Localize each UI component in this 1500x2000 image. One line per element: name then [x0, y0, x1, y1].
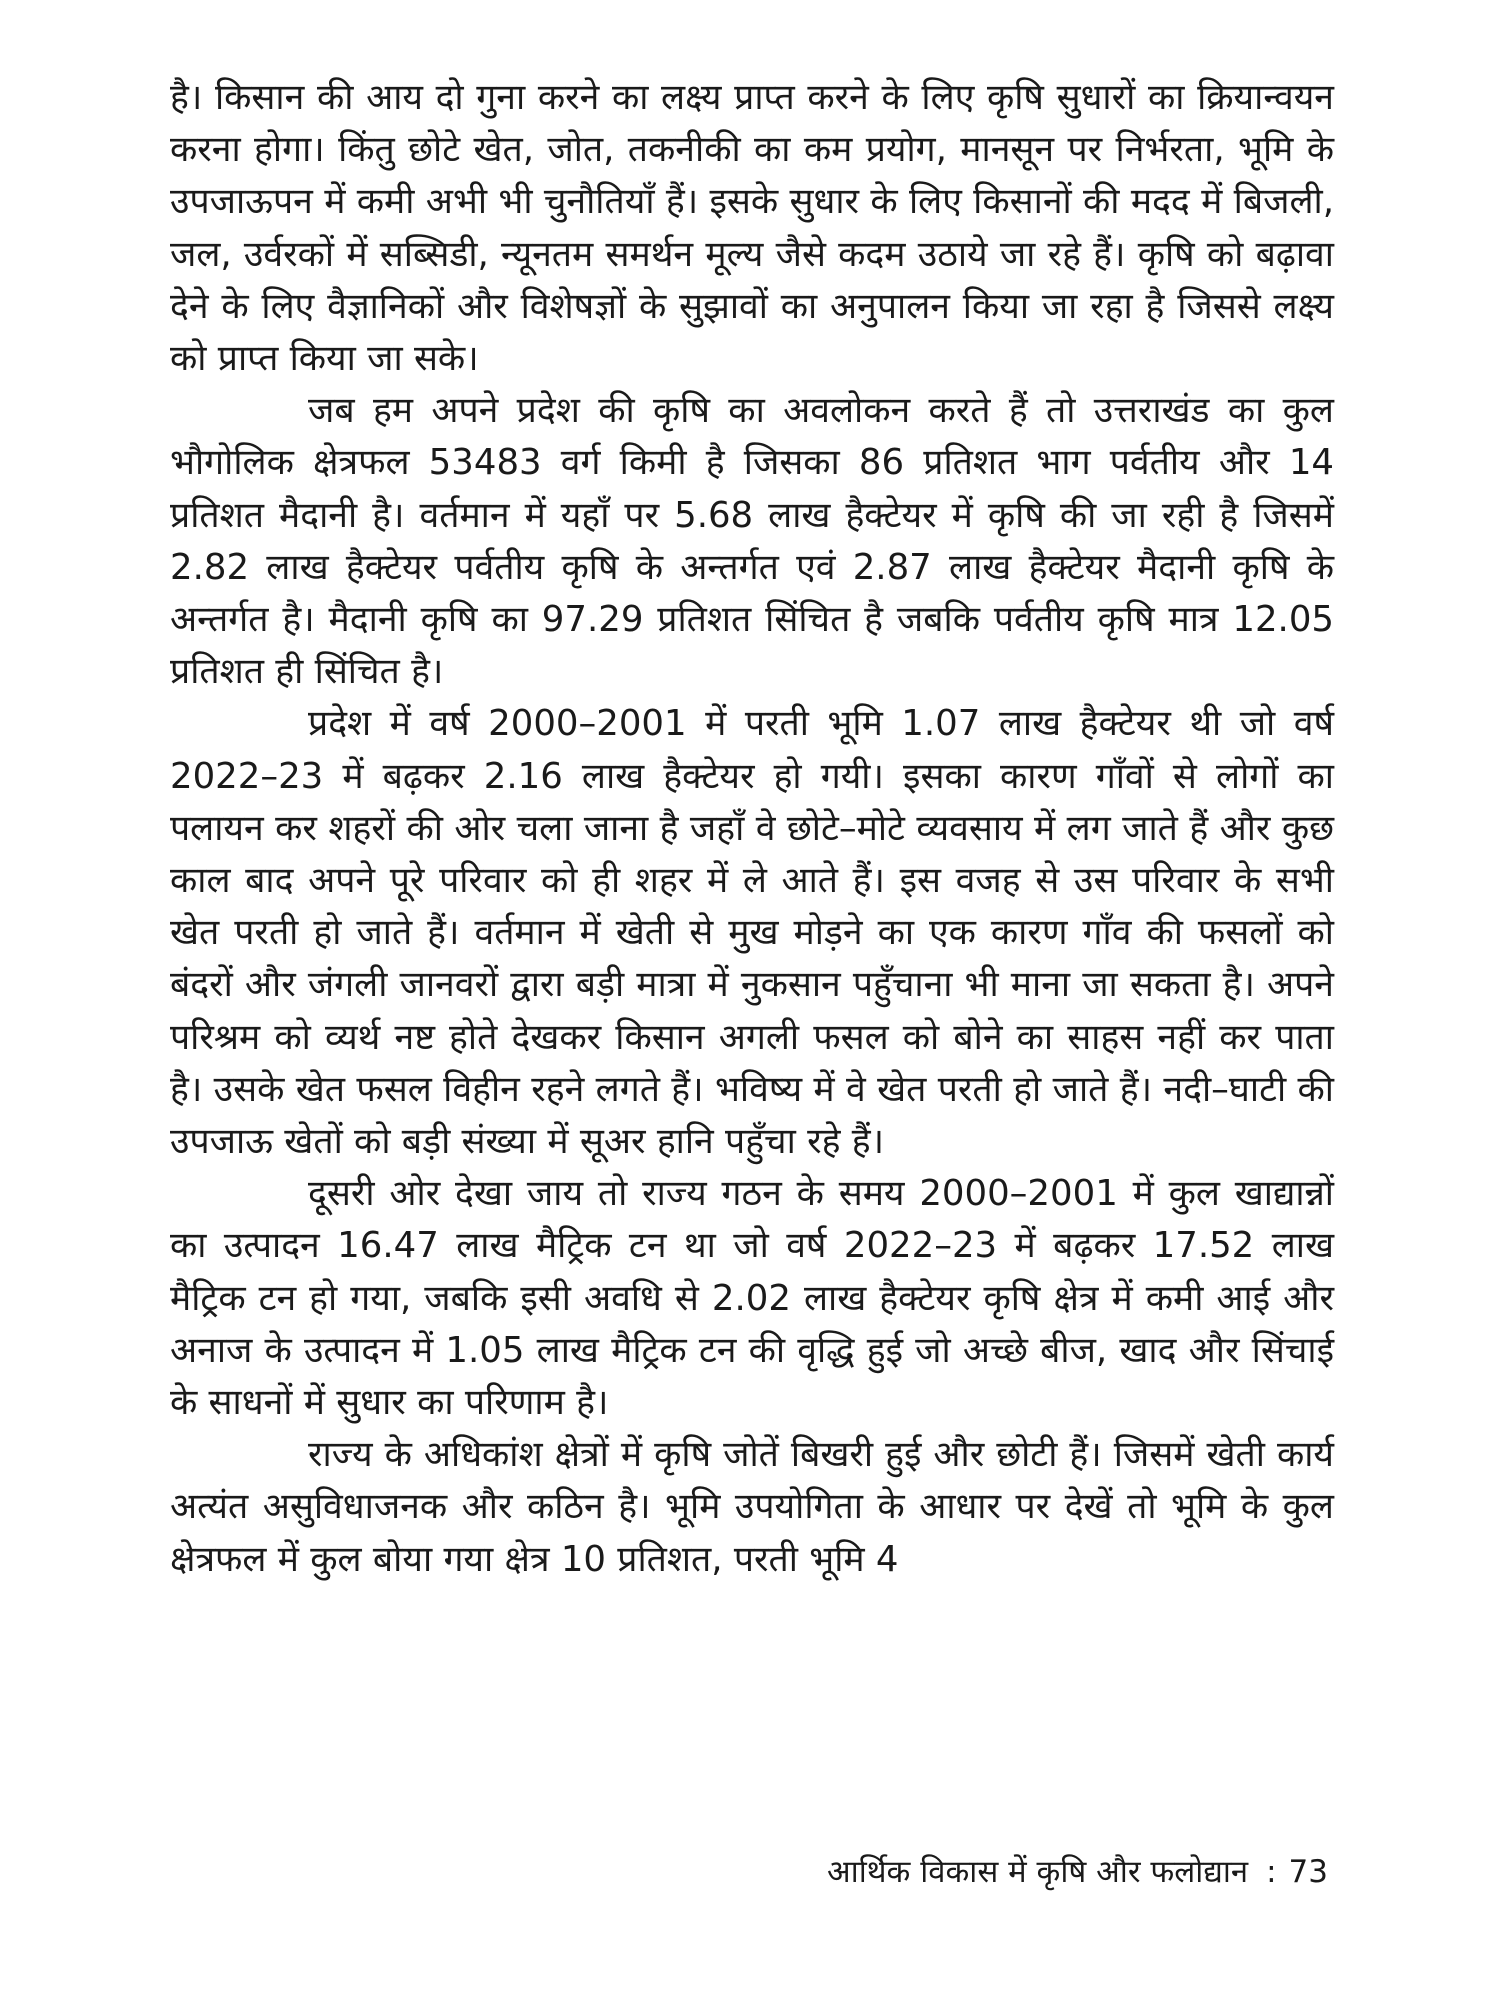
paragraph-5: राज्य के अधिकांश क्षेत्रों में कृषि जोतें बिखरी हुई और छोटी हैं। जिसमें खेती कार्य अत्यंत असुविधाजनक और कठिन है। भूमि उपयोगिता के आधार पर देखें तो भूमि के कुल क्षेत्रफल में कुल बोया गया क्षेत्र 10 प्रतिशत, परती भूमि 4: [170, 1434, 1334, 1580]
page-footer: [827, 1852, 1328, 1892]
document-page: [170, 72, 1334, 1932]
footer-title: आर्थिक विकास में कृषि और फलोद्यान: [827, 1854, 1249, 1890]
paragraph-2: जब हम अपने प्रदेश की कृषि का अवलोकन करते हैं तो उत्तराखंड का कुल भौगोलिक क्षेत्रफल 53483 वर्ग किमी है जिसका 86 प्रतिशत भाग पर्वतीय और 14 प्रतिशत मैदानी है। वर्तमान में यहाँ पर 5.68 लाख हैक्टेयर में कृषि की जा रही है जिसमें 2.82 लाख हैक्टेयर पर्वतीय कृषि के अन्तर्गत एवं 2.87 लाख हैक्टेयर मैदानी कृषि के अन्तर्गत है। मैदानी कृषि का 97.29 प्रतिशत सिंचित है जबकि पर्वतीय कृषि मात्र 12.05 प्रतिशत ही सिंचित है।: [170, 390, 1334, 693]
footer-separator: :: [1266, 1854, 1277, 1890]
page-number: 73: [1288, 1854, 1328, 1890]
paragraph-4: दूसरी ओर देखा जाय तो राज्य गठन के समय 2000–2001 में कुल खाद्यान्नों का उत्पादन 16.47 लाख मैट्रिक टन था जो वर्ष 2022–23 में बढ़कर 17.52 लाख मैट्रिक टन हो गया, जबकि इसी अवधि से 2.02 लाख हैक्टेयर कृषि क्षेत्र में कमी आई और अनाज के उत्पादन में 1.05 लाख मैट्रिक टन की वृद्धि हुई जो अच्छे बीज, खाद और सिंचाई के साधनों में सुधार का परिणाम है।: [170, 1173, 1334, 1424]
paragraph-1: है। किसान की आय दो गुना करने का लक्ष्य प्राप्त करने के लिए कृषि सुधारों का क्रियान्वयन करना होगा। किंतु छोटे खेत, जोत, तकनीकी का कम प्रयोग, मानसून पर निर्भरता, भूमि के उपजाऊपन में कमी अभी भी चुनौतियाँ हैं। इसके सुधार के लिए किसानों की मदद में बिजली, जल, उर्वरकों में सब्सिडी, न्यूनतम समर्थन मूल्य जैसे कदम उठाये जा रहे हैं। कृषि को बढ़ावा देने के लिए वैज्ञानिकों और विशेषज्ञों के सुझावों का अनुपालन किया जा रहा है जिससे लक्ष्य को प्राप्त किया जा सके।: [170, 77, 1334, 380]
paragraph-3: प्रदेश में वर्ष 2000–2001 में परती भूमि 1.07 लाख हैक्टेयर थी जो वर्ष 2022–23 में बढ़कर 2.16 लाख हैक्टेयर हो गयी। इसका कारण गाँवों से लोगों का पलायन कर शहरों की ओर चला जाना है जहाँ वे छोटे–मोटे व्यवसाय में लग जाते हैं और कुछ काल बाद अपने पूरे परिवार को ही शहर में ले आते हैं। इस वजह से उस परिवार के सभी खेत परती हो जाते हैं। वर्तमान में खेती से मुख मोड़ने का एक कारण गाँव की फसलों को बंदरों और जंगली जानवरों द्वारा बड़ी मात्रा में नुकसान पहुँचाना भी माना जा सकता है। अपने परिश्रम को व्यर्थ नष्ट होते देखकर किसान अगली फसल को बोने का साहस नहीं कर पाता है। उसके खेत फसल विहीन रहने लगते हैं। भविष्य में वे खेत परती हो जाते हैं। नदी–घाटी की उपजाऊ खेतों को बड़ी संख्या में सूअर हानि पहुँचा रहे हैं।: [170, 703, 1334, 1163]
